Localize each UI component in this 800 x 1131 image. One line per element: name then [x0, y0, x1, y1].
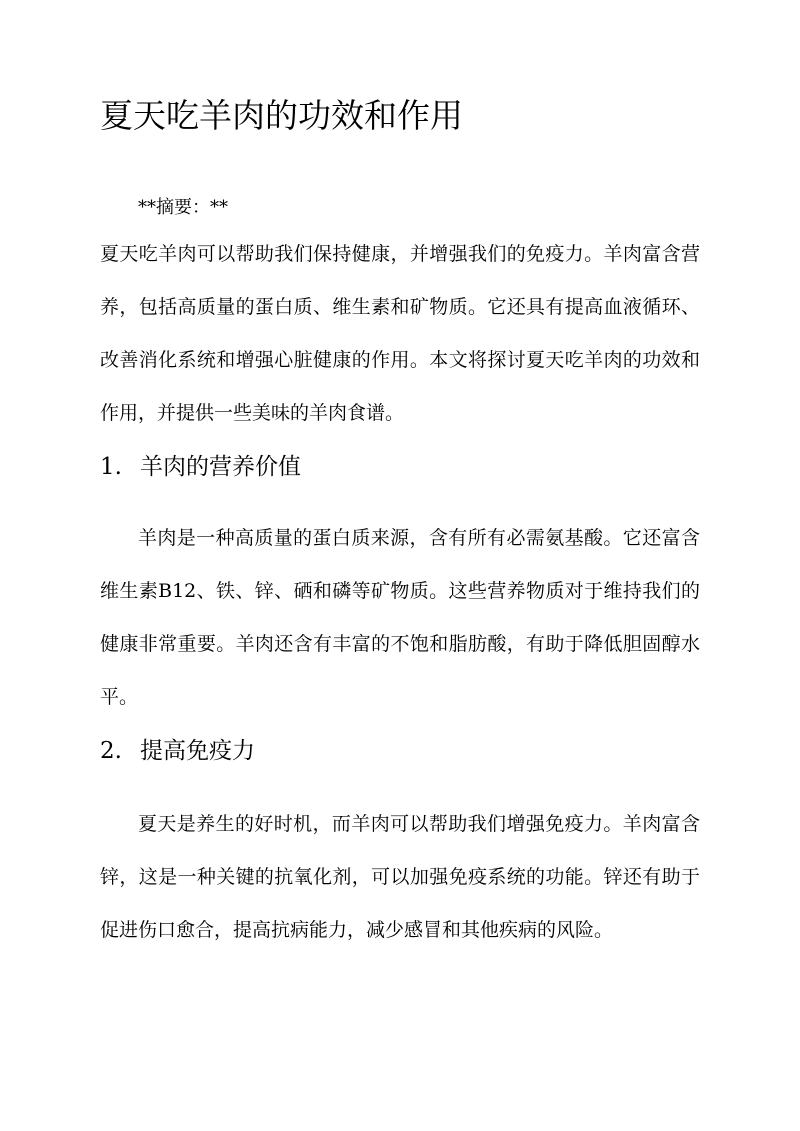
section-heading-text: 羊肉的营养价值: [140, 454, 301, 480]
section-heading-text: 提高免疫力: [140, 738, 255, 764]
abstract-label: **摘要：**: [138, 197, 228, 218]
section-heading-1: [100, 450, 301, 484]
section-paragraph-1: 羊肉是一种高质量的蛋白质来源，含有所有必需氨基酸。它还富含维生素B12、铁、锌、硒和磷等矿物质。这些营养物质对于维持我们的健康非常重要。羊肉还含有丰富的不饱和脂肪酸，有助于降低胆固醇水平。: [100, 527, 700, 708]
section-heading-2: [100, 734, 255, 768]
abstract-paragraph: 夏天吃羊肉可以帮助我们保持健康，并增强我们的免疫力。羊肉富含营养，包括高质量的蛋白质、维生素和矿物质。它还具有提高血液循环、改善消化系统和增强心脏健康的作用。本文将探讨夏天吃羊肉的功效和作用，并提供一些美味的羊肉食谱。: [100, 243, 700, 424]
document-title: 夏天吃羊肉的功效和作用: [100, 96, 463, 135]
section-number: 2.: [100, 738, 122, 764]
section-paragraph-2: 夏天是养生的好时机，而羊肉可以帮助我们增强免疫力。羊肉富含锌，这是一种关键的抗氧化剂，可以加强免疫系统的功能。锌还有助于促进伤口愈合，提高抗病能力，减少感冒和其他疾病的风险。: [100, 813, 700, 941]
section-number: 1.: [100, 454, 122, 480]
